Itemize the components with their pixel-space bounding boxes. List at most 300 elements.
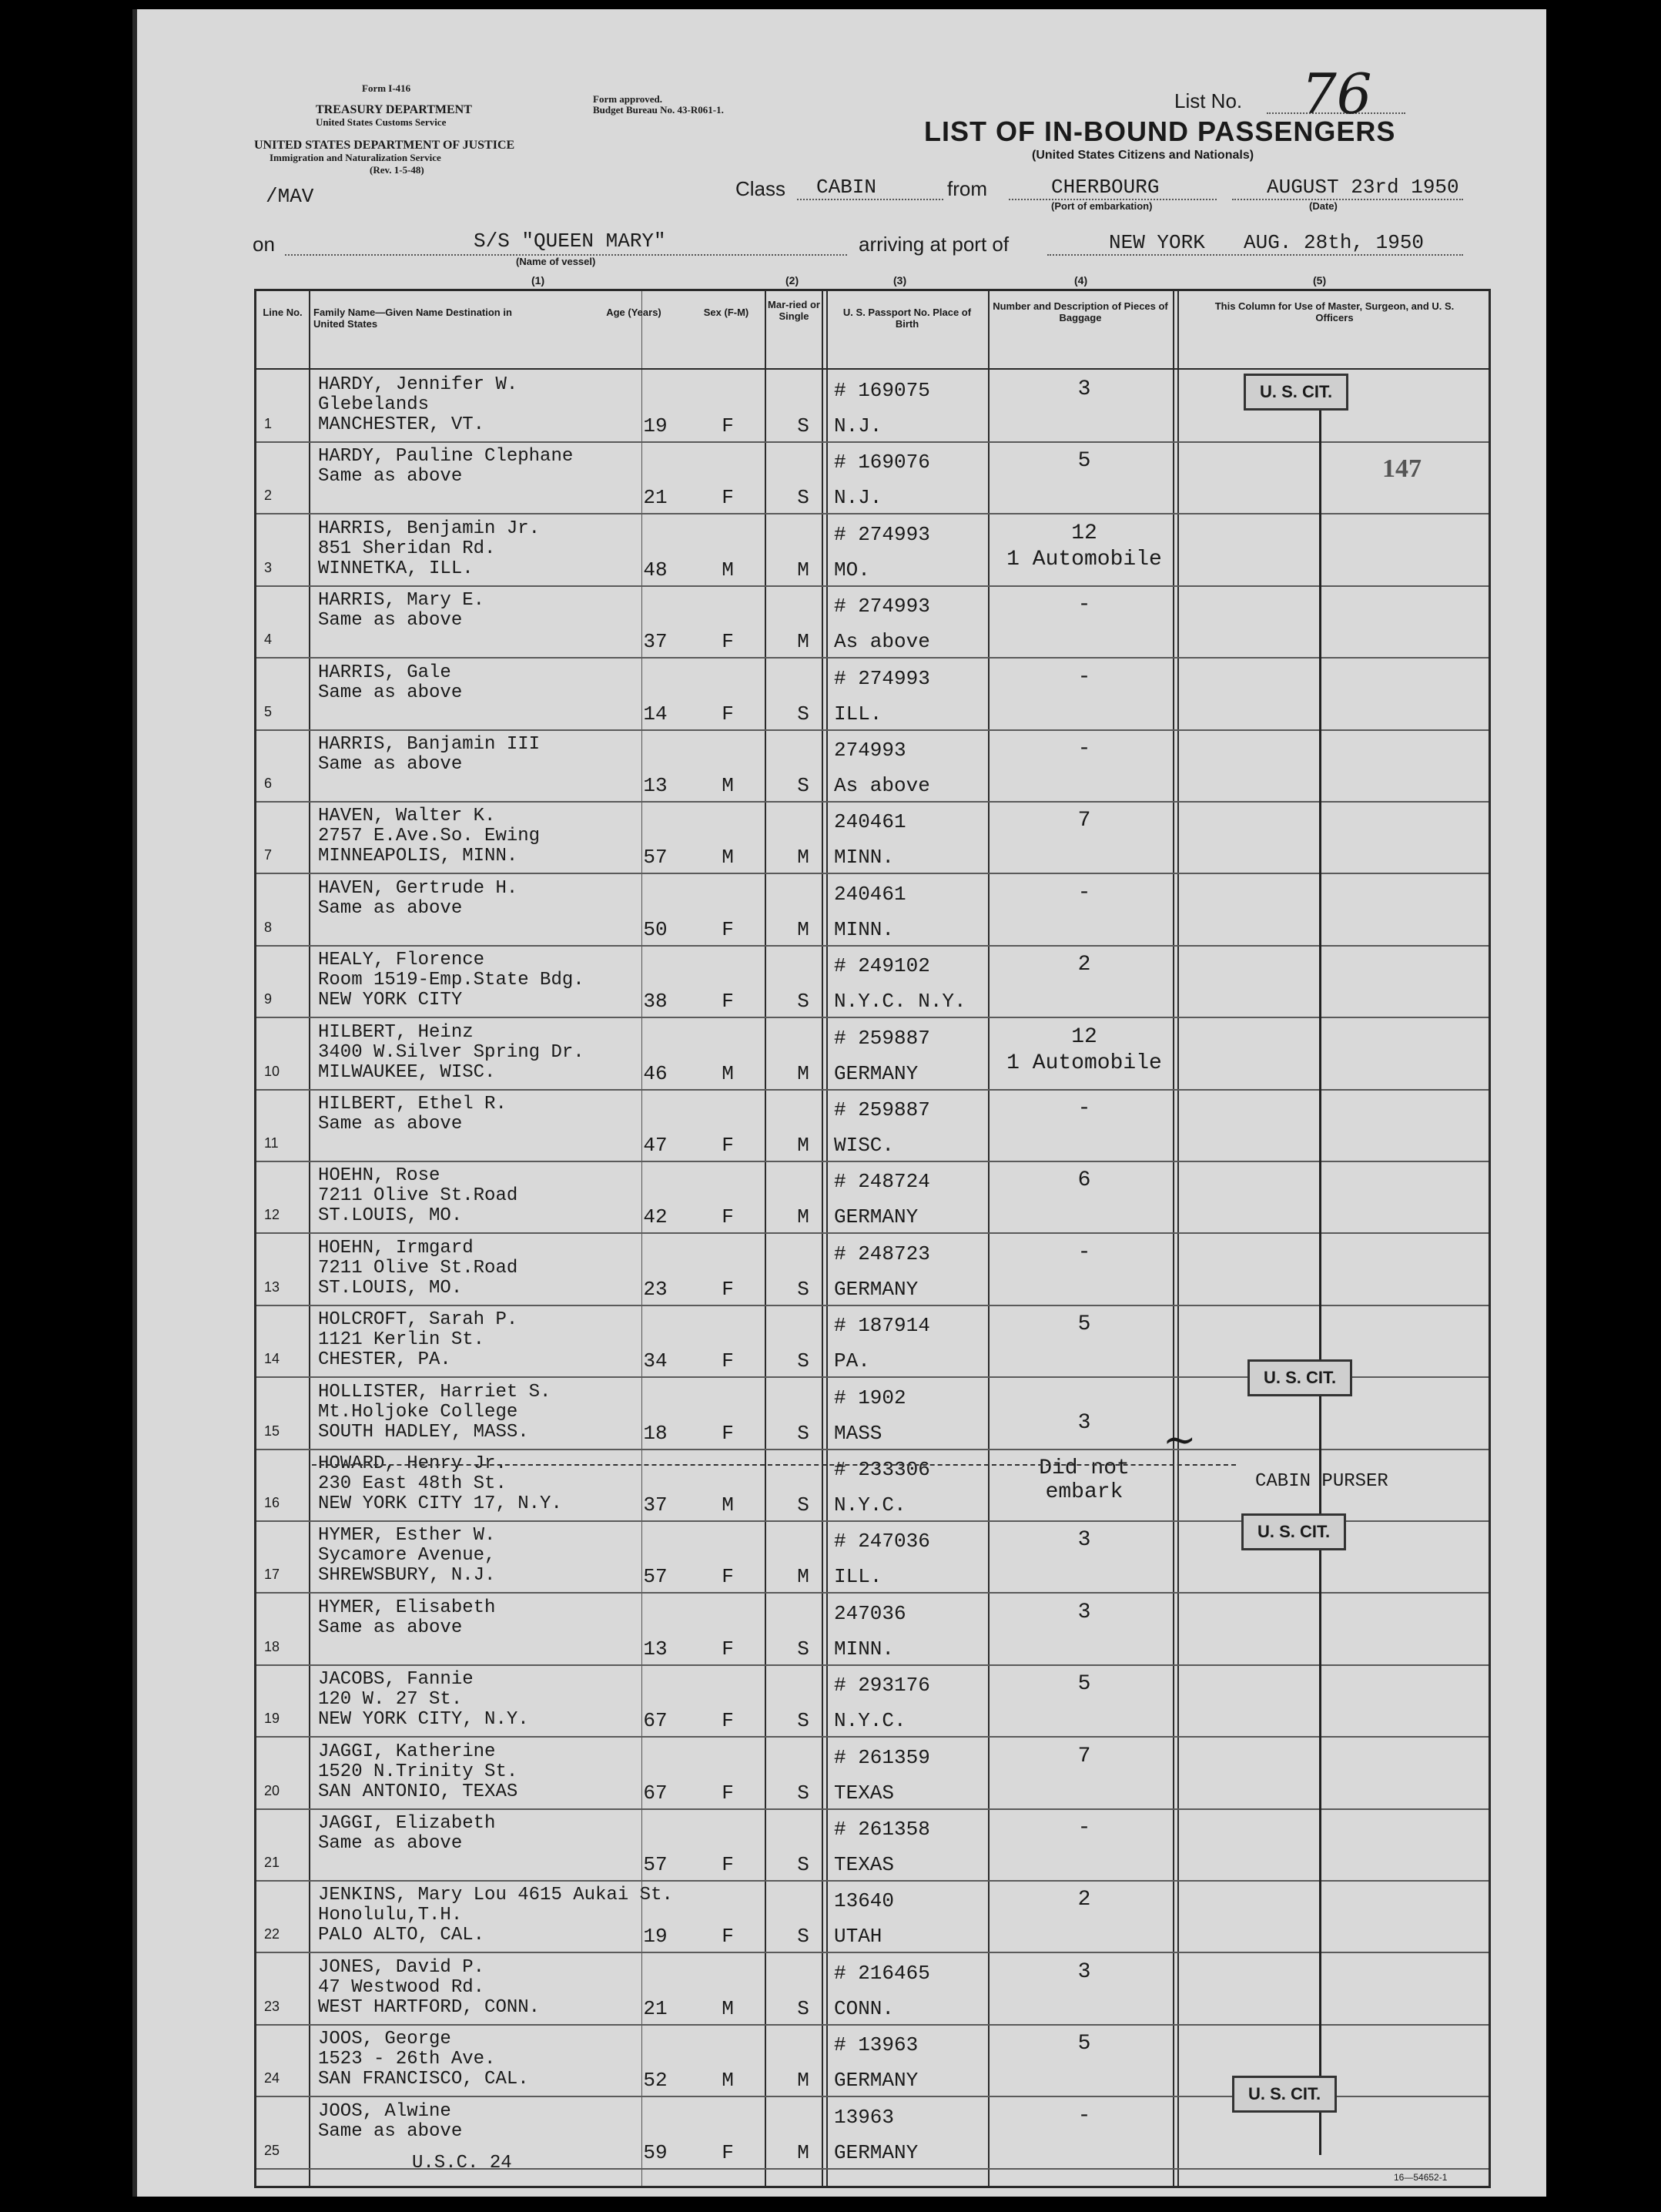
table-row	[256, 1593, 1489, 1666]
passport-number: 247036	[834, 1601, 906, 1625]
us-cit-stamp: U. S. CIT.	[1232, 2076, 1337, 2113]
from-caption: (Port of embarkation)	[1051, 200, 1153, 212]
baggage-count: -	[1077, 737, 1091, 761]
line-number: 17	[264, 1567, 280, 1583]
sex-cell: F	[722, 1637, 734, 1661]
marital-cell: S	[797, 1277, 809, 1301]
passenger-name: HARRIS, Banjamin III	[318, 734, 541, 755]
age-cell: 57	[643, 1853, 668, 1876]
line-number: 18	[264, 1638, 280, 1654]
destination: ST.LOUIS, MO.	[318, 1277, 463, 1299]
initials: /MAV	[266, 185, 314, 208]
us-cit-stamp: U. S. CIT.	[1241, 1513, 1346, 1550]
table-row	[256, 1737, 1489, 1810]
ins-label: Immigration and Naturalization Service	[270, 152, 441, 163]
line-number: 8	[264, 919, 273, 935]
address-line: 1121 Kerlin St.	[318, 1329, 485, 1351]
list-no-label: List No.	[1174, 89, 1243, 112]
baggage-extra: 1 Automobile	[1006, 547, 1162, 571]
address-line: Same as above	[318, 682, 463, 703]
list-number: 76	[1301, 62, 1372, 126]
passport-number: # 274993	[834, 666, 930, 690]
departure-date: AUGUST 23rd 1950	[1267, 176, 1459, 199]
age-cell: 47	[643, 1134, 668, 1157]
sex-cell: M	[722, 846, 734, 870]
marital-cell: S	[797, 1853, 809, 1876]
passenger-name: HAVEN, Gertrude H.	[318, 877, 518, 899]
line-number: 4	[264, 632, 273, 648]
line-number: 9	[264, 991, 273, 1007]
table-row	[256, 1664, 1489, 1738]
baggage-count: 12	[1071, 521, 1097, 545]
line-number: 15	[264, 1423, 280, 1439]
birthplace: N.Y.C. N.Y.	[834, 990, 966, 1014]
marital-cell: S	[797, 1996, 809, 2020]
class-label: Class	[735, 177, 786, 200]
passport-number: # 274993	[834, 595, 930, 618]
passport-number: 240461	[834, 882, 906, 906]
marital-cell: M	[797, 1565, 809, 1589]
class-value: CABIN	[816, 176, 877, 199]
sex-cell: F	[722, 1205, 734, 1229]
line-number: 20	[264, 1782, 280, 1798]
marital-cell: S	[797, 1637, 809, 1661]
age-cell: 34	[643, 1349, 668, 1373]
passenger-name: HOEHN, Irmgard	[318, 1237, 474, 1258]
birthplace: WISC.	[834, 1134, 895, 1157]
header-married: Mar-ried or Single	[768, 299, 820, 322]
passenger-name: HARDY, Jennifer W.	[318, 374, 518, 395]
address-line: Same as above	[318, 754, 463, 775]
marital-cell: S	[797, 702, 809, 726]
passport-number: # 248723	[834, 1242, 930, 1265]
table-row	[256, 1880, 1489, 1953]
address-line: 3400 W.Silver Spring Dr.	[318, 1041, 584, 1063]
birthplace: As above	[834, 630, 930, 654]
line-number: 23	[264, 1998, 280, 2014]
birthplace: CONN.	[834, 1996, 895, 2020]
passenger-name: JACOBS, Fannie	[318, 1669, 474, 1691]
baggage-count: -	[1077, 1097, 1091, 1121]
marital-cell: M	[797, 1205, 809, 1229]
passenger-name: HILBERT, Heinz	[318, 1021, 474, 1043]
vessel-caption: (Name of vessel)	[516, 256, 596, 267]
address-line: Same as above	[318, 2120, 463, 2142]
baggage-count: Did not embark	[1039, 1456, 1130, 1504]
passenger-name: JAGGI, Elizabeth	[318, 1813, 496, 1834]
sex-cell: F	[722, 486, 734, 510]
address-line: 1523 - 26th Ave.	[318, 2049, 496, 2070]
from-label: from	[947, 177, 987, 200]
table-row	[256, 1233, 1489, 1306]
address-line: Sycamore Avenue,	[318, 1545, 496, 1567]
line-number: 25	[264, 2142, 280, 2158]
passenger-name: HAVEN, Walter K.	[318, 806, 496, 827]
destination: NEW YORK CITY	[318, 990, 463, 1011]
header-passport: U. S. Passport No. Place of Birth	[842, 307, 972, 330]
passenger-name: HEALY, Florence	[318, 950, 485, 971]
passenger-name: HOEHN, Rose	[318, 1165, 440, 1187]
sex-cell: F	[722, 702, 734, 726]
passenger-name: JONES, David P.	[318, 1956, 485, 1978]
age-cell: 18	[643, 1421, 668, 1445]
birthplace: As above	[834, 774, 930, 797]
table-row	[256, 441, 1489, 514]
passenger-name: HARRIS, Mary E.	[318, 590, 485, 612]
officer-line	[1319, 399, 1321, 2155]
treasury-dept: TREASURY DEPARTMENT	[316, 103, 472, 116]
age-cell: 19	[643, 1925, 668, 1949]
baggage-count: -	[1077, 593, 1091, 618]
passenger-name: JOOS, Alwine	[318, 2100, 451, 2122]
baggage-count: 5	[1077, 2032, 1091, 2056]
baggage-count: -	[1077, 1816, 1091, 1840]
birthplace: GERMANY	[834, 1061, 919, 1085]
passenger-name: HOWARD, Henry Jr.	[318, 1453, 507, 1474]
age-cell: 19	[643, 414, 668, 437]
passenger-name: HARDY, Pauline Clephane	[318, 446, 574, 468]
birthplace: TEXAS	[834, 1781, 895, 1805]
sex-cell: F	[722, 1277, 734, 1301]
address-line: 7211 Olive St.Road	[318, 1185, 518, 1207]
age-cell: 38	[643, 990, 668, 1014]
purser-signature: ~	[1163, 1417, 1197, 1463]
address-line: 2757 E.Ave.So. Ewing	[318, 826, 541, 847]
birthplace: MASS	[834, 1421, 882, 1445]
page-title: LIST OF IN-BOUND PASSENGERS	[924, 116, 1396, 147]
age-cell: 46	[643, 1061, 668, 1085]
address-line: Mt.Holjoke College	[318, 1401, 518, 1423]
address-line: Room 1519-Emp.State Bdg.	[318, 970, 584, 991]
line-number: 3	[264, 559, 273, 575]
passport-number: # 261359	[834, 1745, 930, 1769]
age-cell: 52	[643, 2069, 668, 2093]
table-row	[256, 658, 1489, 731]
baggage-count: 2	[1077, 1888, 1091, 1912]
arrival-port: NEW YORK	[1109, 231, 1205, 254]
passport-number: # 261358	[834, 1818, 930, 1841]
passenger-name: JAGGI, Katherine	[318, 1741, 496, 1762]
table-row	[256, 729, 1489, 803]
baggage-count: 6	[1077, 1168, 1091, 1193]
destination: MILWAUKEE, WISC.	[318, 1061, 496, 1083]
line-number: 12	[264, 1207, 280, 1223]
line-number: 19	[264, 1711, 280, 1727]
age-cell: 57	[643, 846, 668, 870]
destination: NEW YORK CITY, N.Y.	[318, 1709, 529, 1731]
destination: MANCHESTER, VT.	[318, 414, 485, 435]
age-cell: 67	[643, 1781, 668, 1805]
birthplace: TEXAS	[834, 1853, 895, 1876]
passenger-name: JOOS, George	[318, 2029, 451, 2050]
age-cell: 37	[643, 1493, 668, 1517]
address-line: 47 Westwood Rd.	[318, 1976, 485, 1998]
table-row	[256, 1808, 1489, 1882]
passenger-name: HOLLISTER, Harriet S.	[318, 1381, 551, 1403]
passport-number: 13640	[834, 1889, 895, 1913]
destination: SHREWSBURY, N.J.	[318, 1565, 496, 1587]
baggage-count: -	[1077, 1240, 1091, 1265]
marital-cell: S	[797, 1925, 809, 1949]
passport-number: # 259887	[834, 1026, 930, 1050]
us-cit-stamp: U. S. CIT.	[1244, 374, 1348, 411]
marital-cell: M	[797, 1134, 809, 1157]
age-cell: 13	[643, 1637, 668, 1661]
address-line: 7211 Olive St.Road	[318, 1257, 518, 1279]
birthplace: GERMANY	[834, 1205, 919, 1229]
header-officers: This Column for Use of Master, Surgeon, and U. S. Officers	[1214, 300, 1455, 323]
address-line: 1520 N.Trinity St.	[318, 1761, 518, 1782]
passport-number: # 249102	[834, 954, 930, 978]
passport-number: # 187914	[834, 1314, 930, 1338]
table-row	[256, 801, 1489, 874]
line-number: 7	[264, 847, 273, 863]
passenger-name: JENKINS, Mary Lou 4615 Aukai St.	[318, 1885, 673, 1906]
address-line: Same as above	[318, 1114, 463, 1134]
passport-number: # 293176	[834, 1674, 930, 1698]
baggage-count: 5	[1077, 1672, 1091, 1697]
destination: ST.LOUIS, MO.	[318, 1205, 463, 1227]
marital-cell: S	[797, 1709, 809, 1733]
line-number: 14	[264, 1351, 280, 1367]
col-num-3: (3)	[893, 274, 907, 287]
table-row	[256, 585, 1489, 659]
line-number: 5	[264, 703, 273, 719]
table-row	[256, 1952, 1489, 2026]
destination: PALO ALTO, CAL.	[318, 1925, 485, 1946]
birthplace: MINN.	[834, 917, 895, 941]
address-line: 851 Sheridan Rd.	[318, 538, 496, 559]
passport-number: 240461	[834, 810, 906, 834]
passport-number: # 216465	[834, 1961, 930, 1985]
birthplace: ILL.	[834, 702, 882, 726]
address-line: Same as above	[318, 466, 463, 488]
age-cell: 37	[643, 630, 668, 654]
birthplace: GERMANY	[834, 1277, 919, 1301]
marital-cell: S	[797, 486, 809, 510]
sex-cell: F	[722, 630, 734, 654]
destination: SAN FRANCISCO, CAL.	[318, 2069, 529, 2090]
birthplace: MINN.	[834, 846, 895, 870]
marital-cell: M	[797, 558, 809, 581]
passenger-name: HARRIS, Benjamin Jr.	[318, 518, 541, 539]
marital-cell: S	[797, 774, 809, 797]
birthplace: GERMANY	[834, 2069, 919, 2093]
header-line-no: Line No.	[263, 307, 303, 318]
sex-cell: F	[722, 1134, 734, 1157]
age-cell: 21	[643, 486, 668, 510]
destination: WINNETKA, ILL.	[318, 558, 474, 579]
line-number: 11	[264, 1135, 279, 1151]
baggage-count: 5	[1077, 1312, 1091, 1337]
line-number: 13	[264, 1279, 280, 1295]
passport-number: # 248724	[834, 1170, 930, 1194]
passenger-table	[254, 289, 1491, 2188]
table-row	[256, 873, 1489, 947]
sex-cell: F	[722, 1709, 734, 1733]
marital-cell: M	[797, 846, 809, 870]
revision: (Rev. 1-5-48)	[370, 164, 424, 176]
birthplace: ILL.	[834, 1565, 882, 1589]
address-line: Same as above	[318, 897, 463, 919]
sex-cell: M	[722, 2069, 734, 2093]
header-sex: Sex (F-M)	[703, 307, 749, 318]
age-cell: 21	[643, 1996, 668, 2020]
address-line: 230 East 48th St.	[318, 1473, 507, 1494]
side-number: 147	[1382, 454, 1422, 483]
passport-number: # 259887	[834, 1098, 930, 1121]
line-number: 6	[264, 776, 273, 791]
marital-cell: S	[797, 1421, 809, 1445]
address-line: Honolulu,T.H.	[318, 1905, 463, 1926]
table-row	[256, 1017, 1489, 1091]
header-baggage: Number and Description of Pieces of Baggage	[993, 300, 1168, 323]
sex-cell: M	[722, 1061, 734, 1085]
baggage-extra: 1 Automobile	[1006, 1051, 1162, 1075]
baggage-count: 2	[1077, 953, 1091, 977]
marital-cell: M	[797, 2069, 809, 2093]
arrival-date: AUG. 28th, 1950	[1244, 231, 1425, 254]
sex-cell: F	[722, 1421, 734, 1445]
sex-cell: F	[722, 990, 734, 1014]
passenger-name: HILBERT, Ethel R.	[318, 1094, 507, 1114]
birthplace: N.Y.C.	[834, 1709, 906, 1733]
age-cell: 14	[643, 702, 668, 726]
birthplace: N.J.	[834, 486, 882, 510]
sex-cell: F	[722, 414, 734, 437]
birthplace: MO.	[834, 558, 870, 581]
birthplace: PA.	[834, 1349, 870, 1373]
age-cell: 59	[643, 2140, 668, 2164]
marital-cell: S	[797, 1781, 809, 1805]
line-number: 1	[264, 416, 273, 431]
sex-cell: F	[722, 1853, 734, 1876]
passport-number: # 1902	[834, 1386, 906, 1409]
baggage-count: 5	[1077, 449, 1091, 474]
address-line: 120 W. 27 St.	[318, 1689, 463, 1711]
table-row	[256, 1161, 1489, 1234]
passport-number: 274993	[834, 739, 906, 762]
us-cit-stamp: U. S. CIT.	[1247, 1359, 1352, 1396]
passport-number: # 169075	[834, 379, 930, 402]
passport-number: # 169076	[834, 451, 930, 474]
marital-cell: M	[797, 917, 809, 941]
marital-cell: S	[797, 990, 809, 1014]
header-age: Age (Years)	[606, 307, 661, 318]
strike-line	[312, 1464, 1236, 1466]
baggage-count: -	[1077, 2103, 1091, 2128]
passenger-name: HYMER, Elisabeth	[318, 1597, 496, 1618]
age-cell: 42	[643, 1205, 668, 1229]
marital-cell: M	[797, 630, 809, 654]
form-number: Form I-416	[362, 82, 411, 94]
baggage-extra: 3	[1077, 1410, 1091, 1435]
address-line: Glebelands	[318, 394, 430, 415]
address-line: Same as above	[318, 610, 463, 632]
address-line: Same as above	[318, 1617, 463, 1638]
baggage-count: 7	[1077, 809, 1091, 833]
col-num-2: (2)	[785, 274, 799, 287]
age-cell: 23	[643, 1277, 668, 1301]
line-number: 21	[264, 1855, 280, 1870]
page-subtitle: (United States Citizens and Nationals)	[1032, 149, 1254, 162]
sex-cell: F	[722, 917, 734, 941]
sex-cell: M	[722, 774, 734, 797]
sex-cell: M	[722, 558, 734, 581]
date-caption: (Date)	[1309, 200, 1338, 212]
line-number: 2	[264, 488, 273, 504]
justice-dept: UNITED STATES DEPARTMENT OF JUSTICE	[254, 139, 515, 152]
baggage-count: 3	[1077, 377, 1091, 401]
col-num-1: (1)	[531, 274, 545, 287]
baggage-count: -	[1077, 665, 1091, 689]
passport-number: # 274993	[834, 522, 930, 546]
passenger-name: HOLCROFT, Sarah P.	[318, 1309, 518, 1331]
line-number: 24	[264, 2070, 280, 2086]
sex-cell: M	[722, 1493, 734, 1517]
sex-cell: F	[722, 1781, 734, 1805]
col-num-5: (5)	[1313, 274, 1327, 287]
baggage-count: 3	[1077, 1959, 1091, 1984]
address-line: Same as above	[318, 1833, 463, 1854]
usc-note: U.S.C. 24	[412, 2153, 512, 2173]
table-row	[256, 514, 1489, 587]
sex-cell: F	[722, 2140, 734, 2164]
sex-cell: F	[722, 1349, 734, 1373]
budget-bureau: Budget Bureau No. 43-R061-1.	[593, 104, 724, 116]
passport-number: # 247036	[834, 1530, 930, 1553]
age-cell: 57	[643, 1565, 668, 1589]
passenger-name: HYMER, Esther W.	[318, 1525, 496, 1547]
line-number: 16	[264, 1495, 280, 1510]
destination: MINNEAPOLIS, MINN.	[318, 846, 518, 867]
birthplace: GERMANY	[834, 2140, 919, 2164]
baggage-count: 3	[1077, 1600, 1091, 1624]
baggage-count: -	[1077, 880, 1091, 905]
line-number: 22	[264, 1926, 280, 1942]
destination: SOUTH HADLEY, MASS.	[318, 1421, 529, 1443]
form-approved: Form approved.	[593, 93, 663, 105]
destination: CHESTER, PA.	[318, 1349, 451, 1371]
birthplace: N.J.	[834, 414, 882, 437]
marital-cell: S	[797, 1493, 809, 1517]
destination: SAN ANTONIO, TEXAS	[318, 1781, 518, 1802]
destination: WEST HARTFORD, CONN.	[318, 1996, 541, 2018]
from-value: CHERBOURG	[1051, 176, 1160, 199]
header-name: Family Name—Given Name Destination in United States	[313, 307, 512, 330]
birthplace: MINN.	[834, 1637, 895, 1661]
baggage-count: 12	[1071, 1024, 1097, 1049]
birthplace: N.Y.C.	[834, 1493, 906, 1517]
footer-code: 16—54652-1	[1394, 2172, 1448, 2183]
passport-number: # 233306	[834, 1458, 930, 1481]
marital-cell: S	[797, 1349, 809, 1373]
sex-cell: F	[722, 1565, 734, 1589]
arriving-label: arriving at port of	[859, 233, 1010, 256]
customs-service: United States Customs Service	[316, 116, 447, 128]
birthplace: UTAH	[834, 1925, 882, 1949]
marital-cell: S	[797, 414, 809, 437]
age-cell: 13	[643, 774, 668, 797]
baggage-count: 7	[1077, 1744, 1091, 1768]
marital-cell: M	[797, 1061, 809, 1085]
passenger-name: HARRIS, Gale	[318, 662, 451, 683]
passport-number: # 13963	[834, 2033, 919, 2057]
age-cell: 67	[643, 1709, 668, 1733]
on-label: on	[253, 233, 275, 256]
baggage-count: 3	[1077, 1528, 1091, 1553]
vessel-name: S/S "QUEEN MARY"	[474, 230, 666, 253]
